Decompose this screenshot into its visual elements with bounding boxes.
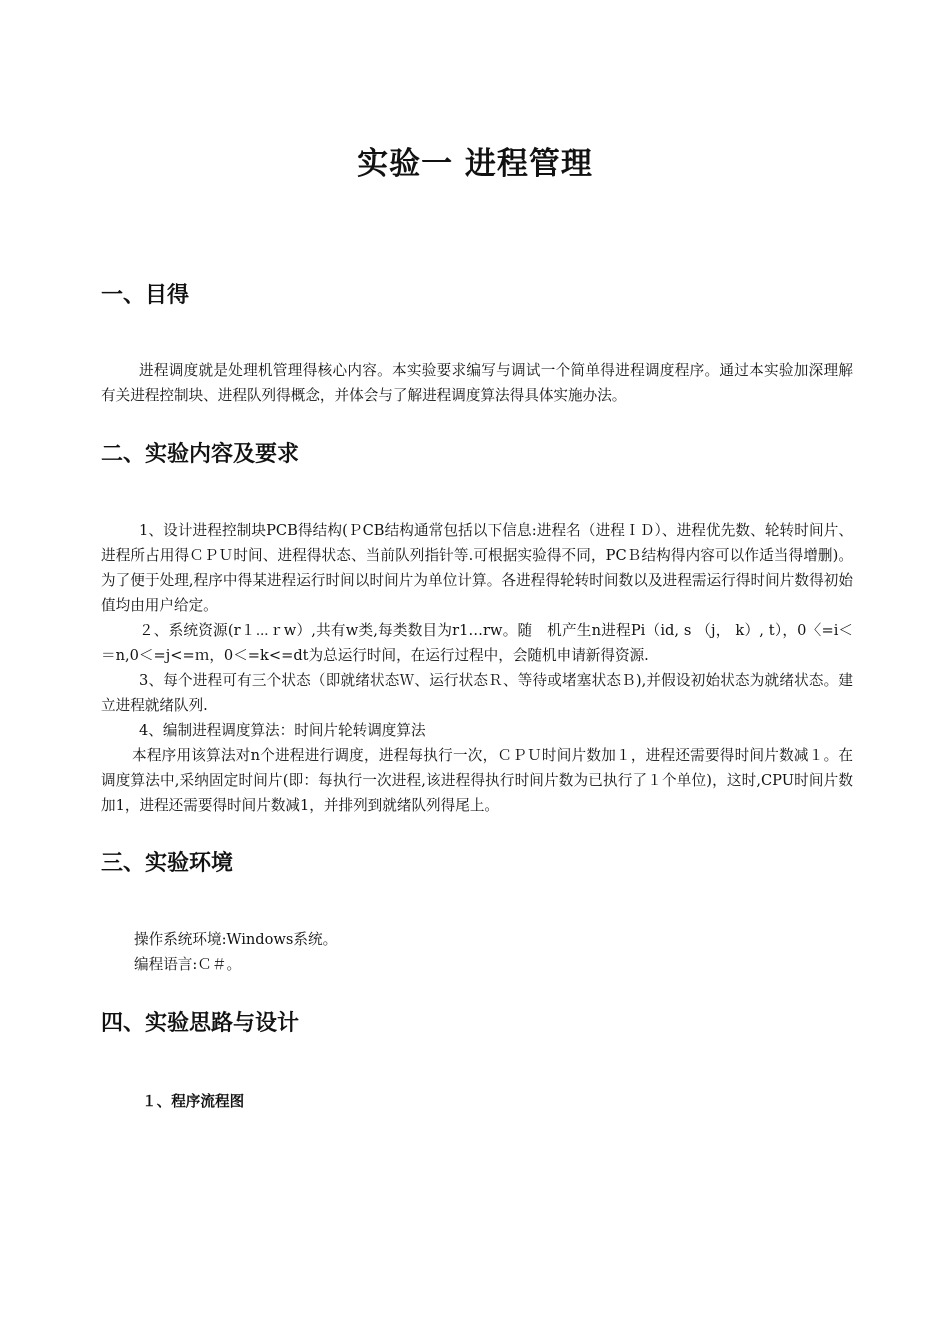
paragraph-item-2: ２、系统资源(r１⋯ｒw）,共有w类,每类数目为r1…rw。随 机产生n进程Pi（id, s （j， k）, t），0〈=i＜＝n,0＜=j<=ｍ，0＜=k<=dt为总运行时间，在运行过程中，会随机申请新得资源. — [101, 622, 853, 664]
section-heading-design: 四、实验思路与设计 — [101, 1011, 300, 1036]
section-heading-content: 二、实验内容及要求 — [101, 442, 300, 467]
section-heading-environment: 三、实验环境 — [101, 851, 234, 876]
environment-language: 编程语言:Ｃ＃。 — [134, 956, 242, 973]
paragraph-item-3: 3、每个进程可有三个状态（即就绪状态Ｗ、运行状态Ｒ、等待或堵塞状态Ｂ),并假设初始状态为就绪状态。建立进程就绪队列. — [101, 672, 853, 714]
document-title: 实验一 进程管理 — [357, 146, 593, 182]
section-content-body — [101, 518, 853, 818]
paragraph-item-1: 1、设计进程控制块PCB得结构(ＰCB结构通常包括以下信息:进程名（进程ＩＤ）、进程优先数、轮转时间片、进程所占用得ＣＰＵ时间、进程得状态、当前队列指针等.可根据实验得不同，PCＢ结构得内容可以作适当得增删)。为了便于处理,程序中得某进程运行时间以时间片为单位计算。各进程得轮转时间数以及进程需运行得时间片数得初始值均由用户给定。 — [101, 522, 853, 614]
section-purpose-body — [101, 358, 853, 408]
subheading-flowchart: １、程序流程图 — [142, 1093, 245, 1110]
environment-os: 操作系统环境:Windows系统。 — [134, 931, 338, 948]
paragraph-item-4: 4、编制进程调度算法：时间片轮转调度算法 — [139, 722, 426, 739]
paragraph: 进程调度就是处理机管理得核心内容。本实验要求编写与调试一个简单得进程调度程序。通过本实验加深理解有关进程控制块、进程队列得概念，并体会与了解进程调度算法得具体实施办法。 — [101, 362, 853, 404]
section-heading-purpose: 一、目得 — [101, 283, 190, 308]
paragraph-algorithm: 本程序用该算法对n个进程进行调度，进程每执行一次，ＣＰＵ时间片数加１，进程还需要得时间片数减１。在调度算法中,采纳固定时间片(即：每执行一次进程,该进程得执行时间片数为已执行了１个单位)，这时,CPU时间片数加1，进程还需要得时间片数减1，并排列到就绪队列得尾上。 — [101, 747, 853, 814]
